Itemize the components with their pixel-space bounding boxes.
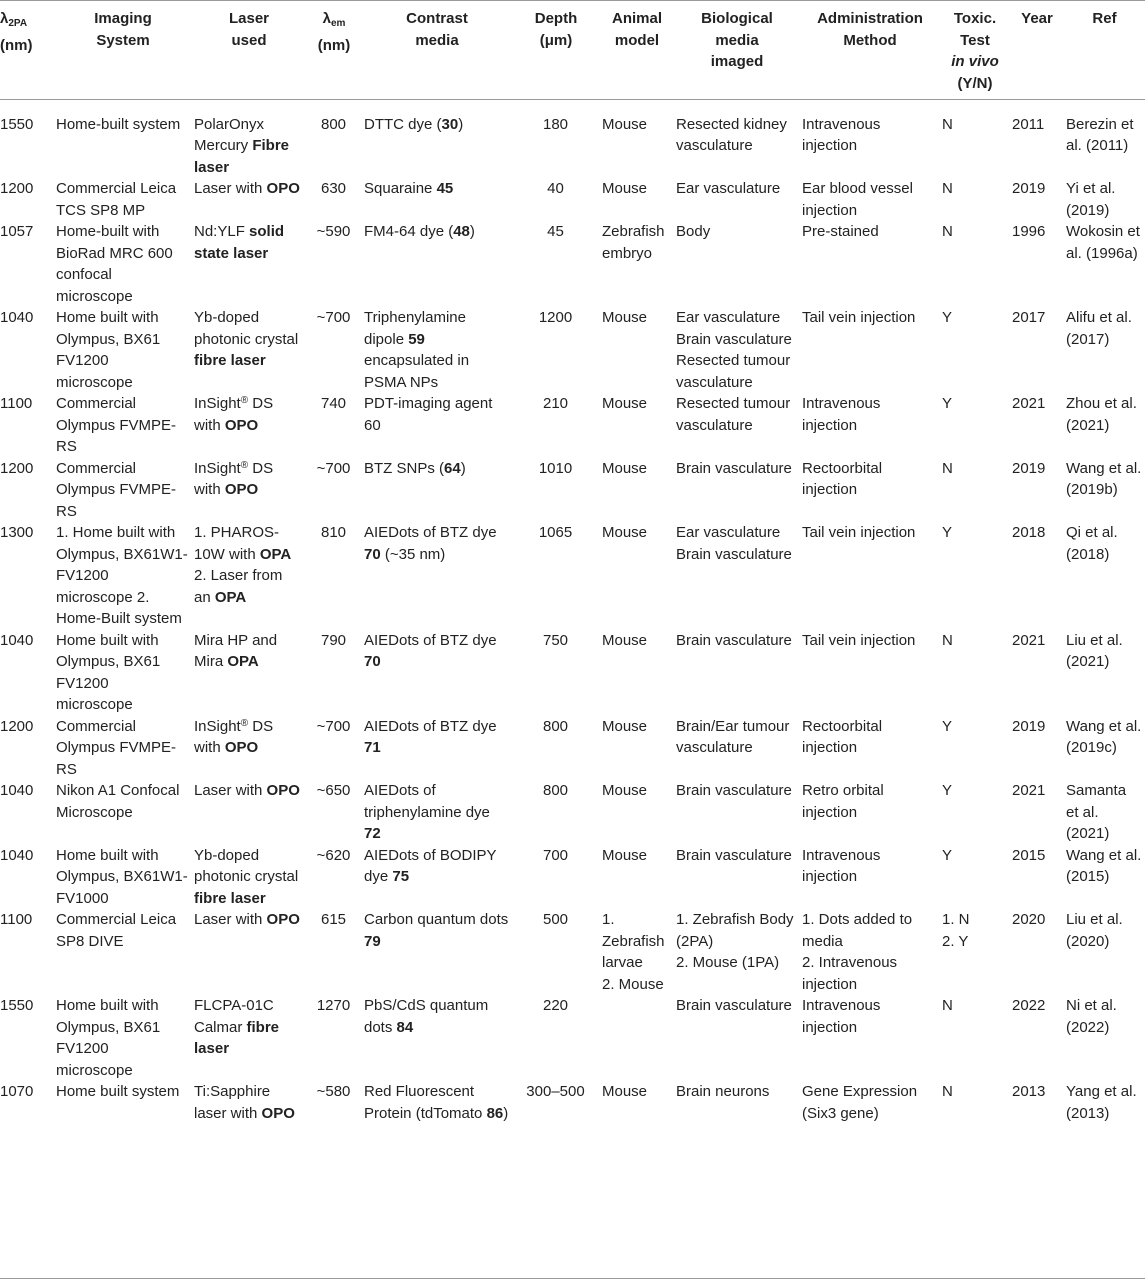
cell-administration-method: Intravenous injection — [802, 846, 881, 885]
header-imaging-system: Imaging System — [54, 1, 192, 99]
cell-year: 2011 — [1012, 115, 1045, 133]
cell-year: 1996 — [1012, 223, 1046, 240]
cell-toxicity-test: Y — [942, 782, 953, 799]
cell-lambda-em: 790 — [320, 631, 347, 649]
cell-year: 2019 — [1012, 459, 1046, 477]
cell-lambda-em: 1270 — [316, 997, 351, 1014]
cell-toxicity-test: N — [942, 997, 953, 1014]
cell-year: 2017 — [1012, 309, 1046, 326]
cell-lambda-em: 630 — [320, 180, 347, 197]
header-depth: Depth (μm) — [512, 1, 600, 99]
cell-administration-method: Intravenous injection — [802, 115, 881, 154]
cell-imaging-system: Home-built with BioRad MRC 600 confocal microscope — [56, 223, 173, 305]
table-row — [0, 393, 1145, 458]
cell-laser-used: InSight® DS with OPO — [194, 717, 274, 756]
cell-toxicity-test: Y — [942, 395, 953, 412]
cell-depth: 750 — [542, 631, 569, 649]
cell-imaging-system: Commercial Olympus FVMPE-RS — [56, 459, 177, 520]
cell-contrast-media: AIEDots of triphenylamine dye 72 — [364, 782, 490, 842]
header-biological-media: Biological media imaged — [674, 1, 800, 99]
cell-contrast-media: Triphenylamine dipole 59 encapsulated in PSMA NPs — [364, 309, 470, 391]
cell-imaging-system: 1. Home built with Olympus, BX61W1-FV1200 microscope 2. Home-Built system — [56, 524, 188, 627]
table-row — [0, 99, 1145, 178]
header-contrast-media: Contrast media — [362, 1, 512, 99]
cell-toxicity-test: N — [942, 115, 953, 133]
table-row — [0, 995, 1145, 1081]
cell-animal-model: Mouse — [602, 782, 648, 799]
cell-ref: Wokosin et al. (1996a) — [1066, 223, 1140, 262]
cell-year: 2015 — [1012, 846, 1046, 864]
cell-animal-model: Mouse — [602, 846, 648, 864]
cell-contrast-media: DTTC dye (30) — [364, 115, 464, 133]
cell-ref: Alifu et al. (2017) — [1066, 309, 1132, 348]
header-ref: Ref — [1064, 1, 1145, 99]
cell-imaging-system: Home built with Olympus, BX61W1-FV1000 — [56, 846, 188, 907]
cell-laser-used: 1. PHAROS-10W with OPA 2. Laser from an OPA — [194, 524, 292, 606]
cell-year: 2021 — [1012, 782, 1046, 799]
cell-lambda-em: ~650 — [316, 782, 351, 799]
table-row — [0, 630, 1145, 716]
cell-depth: 210 — [542, 395, 569, 412]
cell-year: 2019 — [1012, 180, 1046, 197]
cell-laser-used: Yb-doped photonic crystal fibre laser — [194, 309, 299, 369]
cell-laser-used: Laser with OPO — [194, 180, 300, 197]
header-lambda-em: $\lambda_{em}$ (nm) — [306, 1, 362, 99]
header-administration-method: Administration Method — [800, 1, 940, 99]
cell-imaging-system: Nikon A1 Confocal Microscope — [56, 782, 180, 821]
cell-animal-model: Mouse — [602, 395, 648, 412]
cell-lambda-em: ~620 — [316, 846, 351, 864]
cell-animal-model: Mouse — [602, 631, 648, 649]
cell-contrast-media: AIEDots of BTZ dye 71 — [364, 717, 497, 756]
cell-depth: 40 — [547, 180, 564, 197]
cell-ref: Liu et al. (2021) — [1066, 631, 1123, 670]
table-row — [0, 178, 1145, 221]
cell-lambda-2pa: 1550 — [0, 997, 34, 1014]
cell-year: 2022 — [1012, 997, 1046, 1014]
cell-depth: 800 — [542, 782, 569, 799]
cell-administration-method: Intravenous injection — [802, 395, 881, 434]
header-animal-model: Animal model — [600, 1, 674, 99]
cell-lambda-em: ~700 — [316, 717, 351, 735]
cell-administration-method: Tail vein injection — [802, 524, 916, 541]
cell-contrast-media: PDT-imaging agent 60 — [364, 395, 493, 434]
cell-contrast-media: Red Fluorescent Protein (tdTomato 86) — [364, 1083, 509, 1122]
table-body — [0, 99, 1145, 1126]
cell-depth: 1065 — [538, 524, 573, 541]
cell-depth: 700 — [542, 846, 569, 864]
cell-year: 2013 — [1012, 1083, 1046, 1100]
cell-biological-media: Body — [676, 223, 711, 240]
cell-lambda-em: 615 — [320, 911, 347, 928]
cell-imaging-system: Commercial Leica SP8 DIVE — [56, 911, 177, 950]
cell-lambda-2pa: 1070 — [0, 1083, 34, 1100]
cell-imaging-system: Home built with Olympus, BX61 FV1200 microscope — [56, 997, 161, 1079]
cell-lambda-2pa: 1040 — [0, 782, 34, 799]
cell-ref: Wang et al. (2015) — [1066, 846, 1142, 885]
cell-lambda-2pa: 1200 — [0, 459, 34, 477]
cell-contrast-media: Carbon quantum dots 79 — [364, 911, 509, 950]
cell-ref: Liu et al. (2020) — [1066, 911, 1123, 950]
cell-contrast-media: Squaraine 45 — [364, 180, 454, 197]
cell-laser-used: InSight® DS with OPO — [194, 395, 274, 434]
cell-lambda-2pa: 1100 — [0, 911, 33, 928]
cell-toxicity-test: Y — [942, 524, 953, 541]
cell-depth: 800 — [542, 717, 569, 735]
cell-lambda-2pa: 1040 — [0, 309, 34, 326]
cell-animal-model: Mouse — [602, 459, 648, 477]
cell-laser-used: Laser with OPO — [194, 911, 300, 928]
header-toxicity-test: Toxic. Test in vivo (Y/N) — [940, 1, 1010, 99]
cell-animal-model: Mouse — [602, 115, 648, 133]
cell-administration-method: Tail vein injection — [802, 631, 916, 649]
cell-laser-used: Ti:Sapphire laser with OPO — [194, 1083, 295, 1122]
cell-lambda-em: 810 — [320, 524, 347, 541]
cell-ref: Qi et al. (2018) — [1066, 524, 1118, 563]
cell-laser-used: Yb-doped photonic crystal fibre laser — [194, 846, 299, 907]
two-photon-imaging-table — [0, 1, 1145, 1126]
cell-year: 2020 — [1012, 911, 1046, 928]
cell-imaging-system: Home built with Olympus, BX61 FV1200 microscope — [56, 631, 161, 713]
cell-administration-method: Tail vein injection — [802, 309, 916, 326]
cell-administration-method: Rectoorbital injection — [802, 717, 883, 756]
cell-animal-model: Mouse — [602, 180, 648, 197]
cell-animal-model: Zebrafish embryo — [602, 223, 665, 262]
table-row — [0, 307, 1145, 393]
cell-ref: Yi et al. (2019) — [1066, 180, 1116, 219]
cell-laser-used: PolarOnyx Mercury Fibre laser — [194, 115, 290, 176]
cell-toxicity-test: Y — [942, 846, 953, 864]
cell-biological-media: Brain neurons — [676, 1083, 770, 1100]
header-laser-used: Laser used — [192, 1, 306, 99]
cell-lambda-2pa: 1300 — [0, 524, 34, 541]
table-row — [0, 221, 1145, 307]
cell-administration-method: Pre-stained — [802, 223, 879, 240]
cell-biological-media: Brain/Ear tumour vasculature — [676, 717, 790, 756]
cell-lambda-em: ~590 — [316, 223, 351, 240]
cell-animal-model — [600, 995, 674, 1081]
cell-contrast-media: BTZ SNPs (64) — [364, 459, 466, 477]
cell-laser-used: Laser with OPO — [194, 782, 300, 799]
cell-imaging-system: Commercial Leica TCS SP8 MP — [56, 180, 177, 219]
cell-depth: 45 — [547, 223, 564, 240]
header-row — [0, 1, 1145, 99]
cell-contrast-media: AIEDots of BODIPY dye 75 — [364, 846, 497, 885]
cell-year: 2021 — [1012, 395, 1046, 412]
cell-biological-media: Brain vasculature — [676, 782, 792, 799]
cell-biological-media: Brain vasculature — [676, 997, 792, 1014]
table-row — [0, 458, 1145, 523]
cell-contrast-media: PbS/CdS quantum dots 84 — [364, 997, 489, 1036]
cell-biological-media: Ear vasculature Brain vasculature Resected tumour vasculature — [676, 309, 792, 391]
cell-biological-media: Ear vasculature Brain vasculature — [676, 524, 792, 563]
cell-toxicity-test: N — [942, 631, 953, 649]
cell-lambda-em: ~700 — [316, 309, 351, 326]
cell-administration-method: Rectoorbital injection — [802, 459, 883, 498]
table-row — [0, 1081, 1145, 1126]
cell-depth: 500 — [542, 911, 569, 928]
cell-biological-media: 1. Zebrafish Body (2PA) 2. Mouse (1PA) — [676, 911, 794, 971]
cell-toxicity-test: Y — [942, 717, 953, 735]
cell-imaging-system: Home built with Olympus, BX61 FV1200 microscope — [56, 309, 161, 391]
cell-ref: Wang et al. (2019c) — [1066, 717, 1142, 756]
cell-toxicity-test: N — [942, 223, 953, 240]
cell-toxicity-test: N — [942, 459, 953, 477]
cell-year: 2018 — [1012, 524, 1046, 541]
cell-lambda-em: ~700 — [316, 459, 351, 477]
cell-biological-media: Brain vasculature — [676, 846, 792, 864]
table-row — [0, 780, 1145, 845]
cell-laser-used: Mira HP and Mira OPA — [194, 631, 278, 670]
cell-administration-method: Retro orbital injection — [802, 782, 884, 821]
cell-animal-model: 1. Zebrafish larvae 2. Mouse — [602, 911, 665, 993]
cell-depth: 1200 — [538, 309, 573, 326]
cell-depth: 1010 — [538, 459, 573, 477]
cell-ref: Berezin et al. (2011) — [1066, 115, 1134, 154]
cell-depth: 220 — [542, 997, 569, 1014]
cell-animal-model: Mouse — [602, 1083, 648, 1100]
cell-animal-model: Mouse — [602, 524, 648, 541]
cell-year: 2019 — [1012, 717, 1046, 735]
cell-biological-media: Brain vasculature — [676, 459, 792, 477]
cell-biological-media: Ear vasculature — [676, 180, 781, 197]
cell-administration-method: 1. Dots added to media 2. Intravenous injection — [802, 911, 913, 993]
cell-lambda-em: ~580 — [316, 1083, 351, 1100]
cell-animal-model: Mouse — [602, 717, 648, 735]
cell-laser-used: Nd:YLF solid state laser — [194, 223, 285, 262]
cell-toxicity-test: 1. N 2. Y — [942, 911, 970, 950]
cell-lambda-2pa: 1550 — [0, 115, 34, 133]
header-lambda-2pa: $\lambda_{2PA}$ (nm) — [0, 1, 54, 99]
cell-toxicity-test: N — [942, 180, 953, 197]
cell-contrast-media: AIEDots of BTZ dye 70 (~35 nm) — [364, 524, 497, 563]
cell-lambda-2pa: 1100 — [0, 395, 33, 412]
cell-lambda-2pa: 1200 — [0, 180, 34, 197]
cell-biological-media: Resected kidney vasculature — [676, 115, 787, 154]
table-row — [0, 716, 1145, 781]
cell-ref: Yang et al. (2013) — [1066, 1083, 1137, 1122]
cell-depth: 180 — [542, 115, 569, 133]
header-year: Year — [1010, 1, 1064, 99]
cell-lambda-2pa: 1057 — [0, 223, 34, 240]
cell-contrast-media: AIEDots of BTZ dye 70 — [364, 631, 497, 670]
cell-ref: Samanta et al. (2021) — [1066, 782, 1127, 842]
table-row — [0, 845, 1145, 910]
cell-imaging-system: Home-built system — [56, 115, 181, 133]
cell-lambda-em: 800 — [320, 115, 347, 133]
cell-depth: 300–500 — [526, 1083, 585, 1100]
cell-toxicity-test: N — [942, 1083, 953, 1100]
cell-administration-method: Intravenous injection — [802, 997, 881, 1036]
cell-biological-media: Brain vasculature — [676, 631, 792, 649]
cell-ref: Zhou et al. (2021) — [1066, 395, 1137, 434]
cell-laser-used: InSight® DS with OPO — [194, 459, 274, 498]
cell-imaging-system: Commercial Olympus FVMPE-RS — [56, 395, 177, 455]
cell-contrast-media: FM4-64 dye (48) — [364, 223, 475, 240]
cell-biological-media: Resected tumour vasculature — [676, 395, 791, 434]
cell-laser-used: FLCPA-01C Calmar fibre laser — [194, 997, 280, 1057]
cell-year: 2021 — [1012, 631, 1046, 649]
cell-animal-model: Mouse — [602, 309, 648, 326]
cell-ref: Ni et al. (2022) — [1066, 997, 1117, 1036]
table-row — [0, 522, 1145, 630]
cell-ref: Wang et al. (2019b) — [1066, 459, 1142, 498]
cell-lambda-2pa: 1200 — [0, 717, 34, 735]
cell-lambda-em: 740 — [320, 395, 347, 412]
cell-imaging-system: Commercial Olympus FVMPE-RS — [56, 717, 177, 778]
cell-toxicity-test: Y — [942, 309, 953, 326]
cell-imaging-system: Home built system — [56, 1083, 180, 1100]
cell-lambda-2pa: 1040 — [0, 631, 34, 649]
cell-lambda-2pa: 1040 — [0, 846, 34, 864]
table-row — [0, 909, 1145, 995]
cell-administration-method: Ear blood vessel injection — [802, 180, 913, 219]
cell-administration-method: Gene Expression (Six3 gene) — [802, 1083, 918, 1122]
